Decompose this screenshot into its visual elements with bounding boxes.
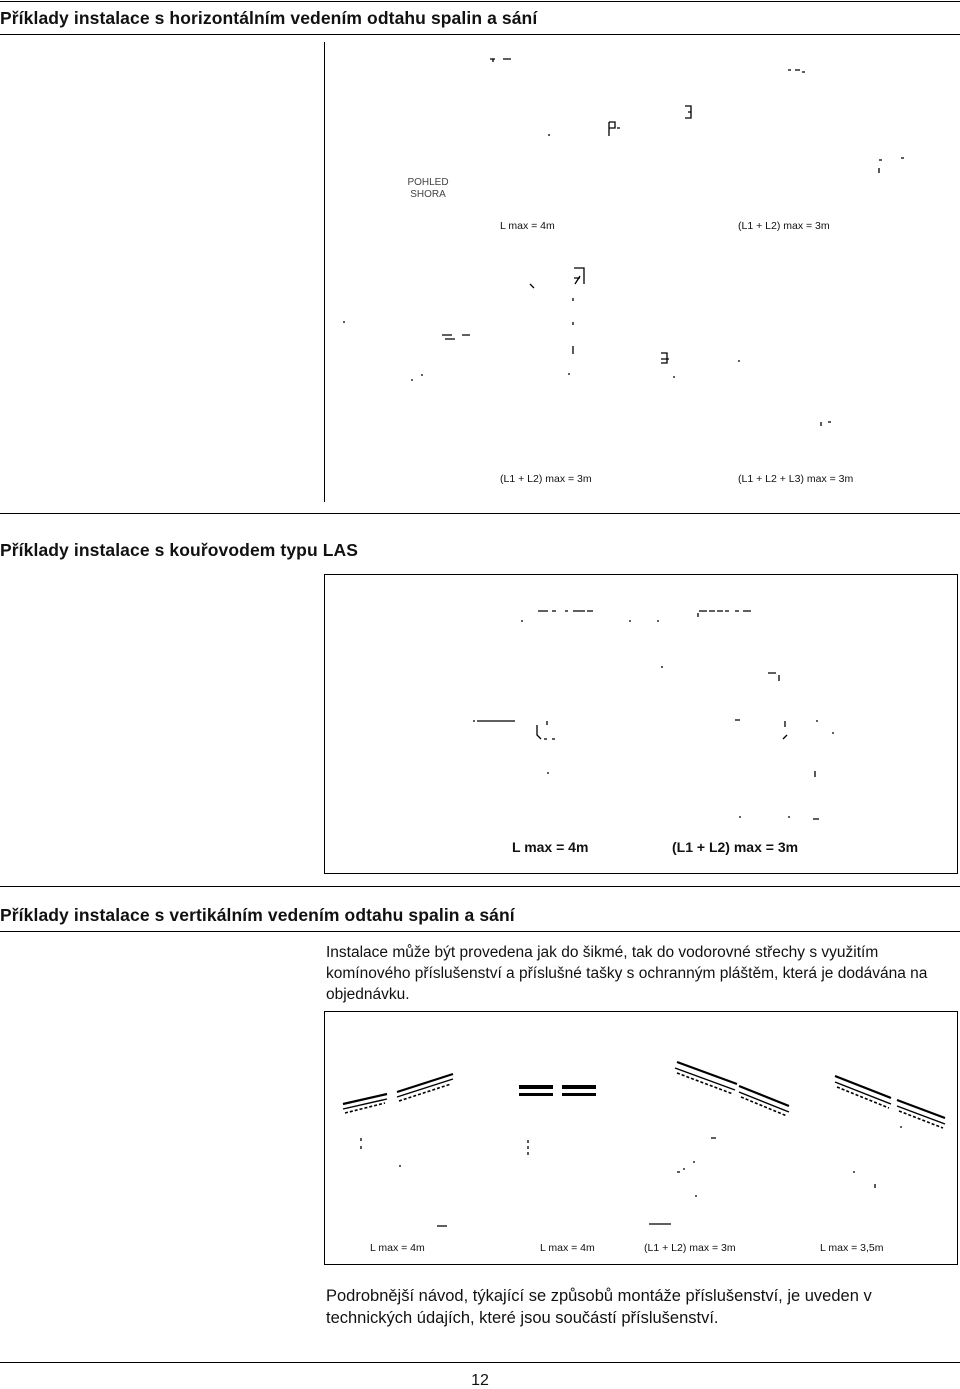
section-rule: [0, 886, 960, 887]
dimension-label: L max = 4m: [540, 1242, 595, 1254]
section-rule-horizontal: [0, 34, 960, 35]
section-title-horizontal: Příklady instalace s horizontálním vedením odtahu spalin a sání: [0, 8, 538, 28]
section-title-las: Příklady instalace s kouřovodem typu LAS: [0, 540, 358, 560]
top-rule: [0, 1, 960, 2]
footer-note: Podrobnější návod, týkající se způsobů montáže příslušenství, je uveden v technických údajích, které jsou součástí příslušenství.: [326, 1287, 872, 1327]
view-label: [402, 177, 454, 201]
view-label-line2: SHORA: [410, 189, 446, 200]
dimension-label: (L1 + L2) max = 3m: [672, 839, 799, 855]
installation-note: Instalace může být provedena jak do šikmé, tak do vodorovné střechy s využitím komínového příslušenství a příslušné tašky s ochranným pláštěm, která je dodávána na objednávku.: [326, 944, 928, 1003]
vertical-installation-diagram: [325, 1012, 958, 1264]
page-number: 12: [471, 1372, 489, 1389]
dimension-label: (L1 + L2) max = 3m: [644, 1242, 736, 1254]
footer-rule: [0, 1362, 960, 1363]
section-title-vertical: Příklady instalace s vertikálním vedením odtahu spalin a sání: [0, 905, 515, 925]
dimension-label: (L1 + L2) max = 3m: [500, 473, 592, 485]
view-label-line1: POHLED: [407, 177, 449, 188]
dimension-label: (L1 + L2) max = 3m: [738, 220, 830, 232]
dimension-label: L max = 4m: [370, 1242, 425, 1254]
dimension-label: (L1 + L2 + L3) max = 3m: [738, 473, 854, 485]
horizontal-installation-diagram: [325, 42, 960, 502]
dimension-label: L max = 3,5m: [820, 1242, 884, 1254]
dimension-label: L max = 4m: [512, 839, 589, 855]
section-rule: [0, 513, 960, 514]
section-rule-vertical: [0, 931, 960, 932]
dimension-label: L max = 4m: [500, 220, 555, 232]
las-installation-diagram: [325, 575, 958, 873]
